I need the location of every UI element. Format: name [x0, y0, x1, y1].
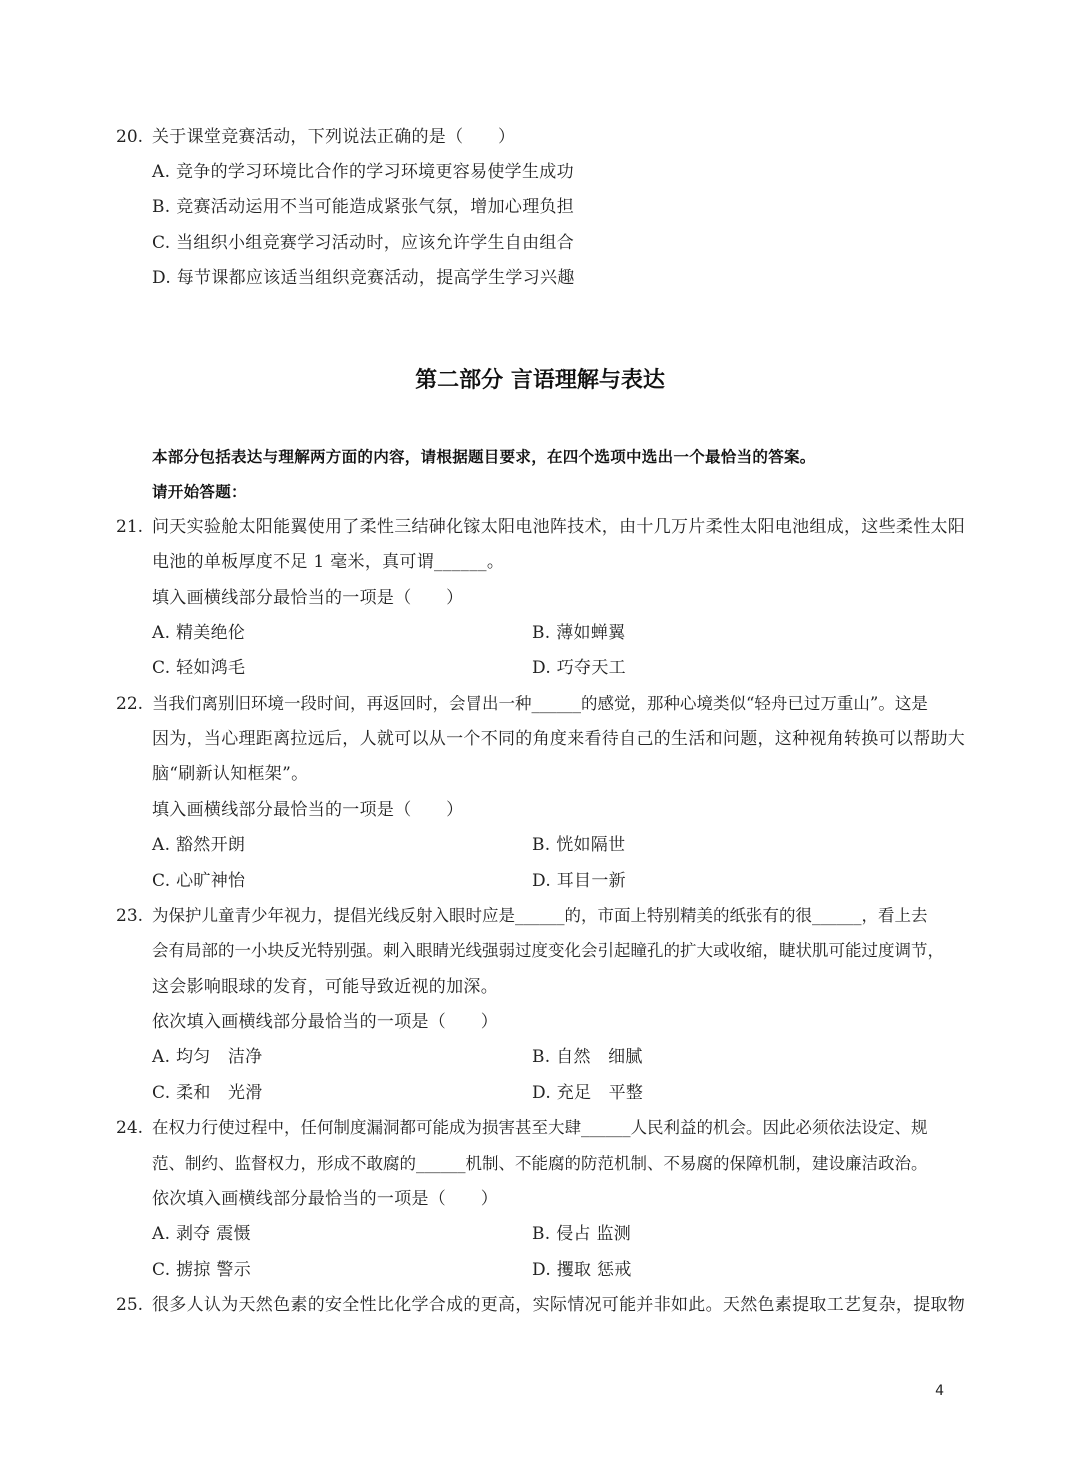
q21-prompt: 填入画横线部分最恰当的一项是（ ） — [152, 588, 464, 608]
q20-stem: 关于课堂竞赛活动，下列说法正确的是（ ） — [152, 127, 516, 147]
q24-line-2: 范、制约、监督权力，形成不敢腐的______机制、不能腐的防范机制、不易腐的保障机制，建设廉洁政治。 — [152, 1154, 928, 1173]
q21-line-1: 问天实验舱太阳能翼使用了柔性三结砷化镓太阳电池阵技术，由十几万片柔性太阳电池组成，这些柔性太阳 — [152, 517, 966, 537]
q21-line-2: 电池的单板厚度不足 1 毫米，真可谓______。 — [152, 552, 505, 572]
q24-prompt: 依次填入画横线部分最恰当的一项是（ ） — [152, 1189, 498, 1209]
q24-option-c: C. 掳掠 警示 — [152, 1260, 252, 1280]
q24-option-a: A. 剥夺 震慑 — [152, 1224, 251, 1244]
q22-option-a: A. 豁然开朗 — [152, 835, 246, 855]
q21-option-b: B. 薄如蝉翼 — [532, 623, 626, 643]
q23-option-b: B. 自然 细腻 — [532, 1047, 643, 1067]
section-intro: 本部分包括表达与理解两方面的内容，请根据题目要求，在四个选项中选出一个最恰当的答案。 — [152, 448, 816, 466]
q21-option-d: D. 巧夺天工 — [532, 658, 626, 678]
q24-number: 24. — [116, 1118, 144, 1138]
section-title: 第二部分 言语理解与表达 — [415, 368, 665, 393]
q22-number: 22. — [116, 694, 144, 714]
q23-option-d: D. 充足 平整 — [532, 1083, 644, 1103]
q21-number: 21. — [116, 517, 144, 537]
q23-prompt: 依次填入画横线部分最恰当的一项是（ ） — [152, 1012, 498, 1032]
q22-option-b: B. 恍如隔世 — [532, 835, 626, 855]
q23-option-c: C. 柔和 光滑 — [152, 1083, 263, 1103]
q22-line-2: 因为，当心理距离拉远后，人就可以从一个不同的角度来看待自己的生活和问题，这种视角转换可以帮助大 — [152, 729, 966, 749]
q23-number: 23. — [116, 906, 144, 926]
section-start: 请开始答题： — [152, 483, 247, 501]
q20-option-b: B. 竞赛活动运用不当可能造成紧张气氛，增加心理负担 — [152, 197, 575, 217]
q22-prompt: 填入画横线部分最恰当的一项是（ ） — [152, 800, 464, 820]
q22-line-1: 当我们离别旧环境一段时间，再返回时，会冒出一种______的感觉，那种心境类似“轻舟已过万重山”。这是 — [152, 694, 928, 713]
q23-option-a: A. 均匀 洁净 — [152, 1047, 263, 1067]
q22-option-d: D. 耳目一新 — [532, 871, 626, 891]
q24-option-d: D. 攫取 惩戒 — [532, 1260, 632, 1280]
q22-line-3: 脑“刷新认知框架”。 — [152, 764, 309, 784]
q23-line-1: 为保护儿童青少年视力，提倡光线反射入眼时应是______的，市面上特别精美的纸张有的很______，看上去 — [152, 906, 928, 925]
q24-line-1: 在权力行使过程中，任何制度漏洞都可能成为损害甚至大肆______人民利益的机会。因此必须依法设定、规 — [152, 1118, 928, 1137]
page-number: 4 — [935, 1383, 944, 1399]
q23-line-2: 会有局部的一小块反光特别强。刺入眼睛光线强弱过度变化会引起瞳孔的扩大或收缩，睫状肌可能过度调节， — [152, 941, 944, 960]
q20-option-c: C. 当组织小组竞赛学习活动时，应该允许学生自由组合 — [152, 233, 575, 253]
q21-option-a: A. 精美绝伦 — [152, 623, 246, 643]
q22-option-c: C. 心旷神怡 — [152, 871, 246, 891]
q20-option-a: A. 竞争的学习环境比合作的学习环境更容易使学生成功 — [152, 162, 574, 182]
q20-number: 20. — [116, 127, 144, 147]
q23-line-3: 这会影响眼球的发育，可能导致近视的加深。 — [152, 977, 498, 997]
q25-line-1: 很多人认为天然色素的安全性比化学合成的更高，实际情况可能并非如此。天然色素提取工艺复杂，提取物 — [152, 1295, 966, 1315]
q25-number: 25. — [116, 1295, 144, 1315]
q21-option-c: C. 轻如鸿毛 — [152, 658, 246, 678]
q24-option-b: B. 侵占 监测 — [532, 1224, 632, 1244]
q20-option-d: D. 每节课都应该适当组织竞赛活动，提高学生学习兴趣 — [152, 268, 575, 288]
